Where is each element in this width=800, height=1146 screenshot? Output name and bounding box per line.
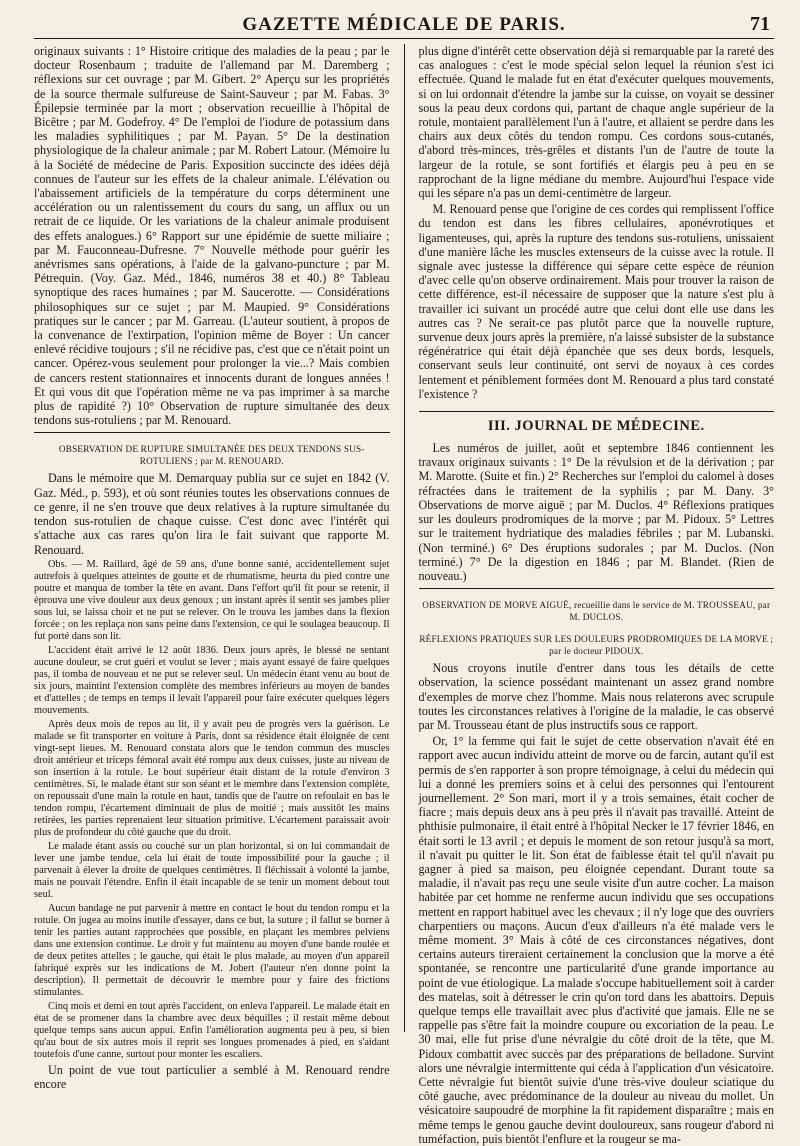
divider: [419, 588, 775, 589]
divider: [34, 432, 390, 433]
right-column: [418, 44, 775, 1146]
masthead-title: GAZETTE MÉDICALE DE PARIS.: [242, 14, 566, 35]
left-observation-text: Le malade étant assis ou couché sur un plan horizontal, si on lui commandait de lever une jambe tendue, cela lui était de toute impossibilité pour la gauche ; il parvenait à élever la droite de quelques centimètres. Il fléchissait à volonté la jambe, mais ne pouvait l'étendre. Enfin il était incapable de se tenir un moment debout tout seul.: [34, 840, 390, 900]
left-observation-text: Aucun bandage ne put parvenir à mettre en contact le bout du tendon rompu et la rotule. On jugea au moins inutile d'essayer, dans ce but, la suture ; il fallut se borner à tenir les parties autant rapprochées que possible, en plaçant les membres pelviens dans une extension continue. Le droit y fut maintenu au moyen d'une bande roulée et de deux petites attelles ; le gauche, qui était le plus malade, au moyen d'un appareil fabriqué exprès sur les indications de M. Jobert (l'auteur n'en donne point la description). Il permettait de découvrir le membre pour y faire des frictions stimulantes.: [34, 902, 390, 998]
left-closing-paragraph: Un point de vue tout particulier a semblé à M. Renouard rendre encore: [34, 1062, 390, 1091]
left-observation-text: L'accident était arrivé le 12 août 1836. Deux jours après, le blessé ne sentant aucune douleur, se crut guéri et voulut se lever ; mais ayant essayé de faire quelques pas, il tomba de nouveau et ne put se relever seul. Un médecin étant venu au bout de six jours, maintint l'extension complète des membres inférieurs au moyen de bandes et d'attelles ; de temps en temps il levait l'appareil pour faire exécuter quelques légers mouvements.: [34, 644, 390, 716]
pidoux-reflections-title: RÉFLEXIONS PRATIQUES SUR LES DOULEURS PRODROMIQUES DE LA MORVE ; par le docteur PIDOUX.: [419, 634, 774, 657]
left-observation-text: Obs. — M. Raillard, âgé de 59 ans, d'une bonne santé, accidentellement sujet autrefois à quelques atteintes de goutte et de rhumatisme, heurta du pied contre une poutre et manqua de tomber la tête en avant. Dans l'effort qu'il fit pour se retenir, il éprouva une vive douleur aux deux genoux ; un instant après il sentit ses jambes plier sous lui, se laissa choir et ne put se relever. On le trouva les jambes dans la flexion forcée ; on les replaça non sans peine dans l'extension, ce qui le soulagea beaucoup. Il fut porté dans son lit.: [34, 558, 390, 642]
column-rule: [404, 44, 405, 1032]
right-paragraph: Nous croyons inutile d'entrer dans tous les détails de cette observation, la science possédant maintenant un assez grand nombre d'exemples de morve chez l'homme. Mais nous relaterons avec scrupule toutes les circonstances relatives à l'origine de la maladie, le cas observé par M. Trousseau étant de plus instructifs sous ce rapport.: [418, 661, 774, 732]
left-intro-paragraph: Dans le mémoire que M. Demarquay publia sur ce sujet en 1842 (V. Gaz. Méd., p. 593), et où sont réunies toutes les observations connues de ce genre, il ne s'en trouve que deux relatives à la rupture simultanée du tendon sus-rotulien de chaque cuisse. C'est donc avec l'intérêt qui s'attache aux cas rares qu'on lira le fait suivant que rapporte M. Renouard.: [34, 471, 390, 557]
section-heading: III. JOURNAL DE MÉDECINE.: [419, 411, 775, 435]
two-column-body: [34, 44, 774, 1146]
left-observation-text: Cinq mois et demi en tout après l'accident, on enleva l'appareil. Le malade était en état de se promener dans la chambre avec deux béquilles ; il restait même debout quelque temps sans aucun appui. Enfin l'amélioration augmenta peu à peu, si bien qu'au bout de six autres mois il reprit ses longues promenades à pied, en s'aidant toutefois d'une canne, surtout pour monter les escaliers.: [34, 1000, 390, 1060]
right-paragraph: plus digne d'intérêt cette observation déjà si remarquable par la rareté des cas analogues : c'est le mode spécial selon lequel la réunion s'est ici effectuée. Quand le malade fut en état d'exécuter quelques mouvements, si on lui ordonnait d'étendre la jambe sur la cuisse, on voyait se dessiner sous la peau deux cordons qui, partant de chaque angle supérieur de la rotule, montaient parallèlement l'un à l'autre, et allaient se perdre dans les chairs aux deux côtés du tendon rompu. Ces cordons sous-cutanés, d'abord très-minces, très-grêles et distants l'un de l'autre de toute la largeur de la rotule, se sont fortifiés et élargis peu à peu en se rapprochant de la ligne médiane du membre. Aujourd'hui l'espace vide qui les sépare n'a pas un demi-centimètre de largeur.: [418, 44, 774, 201]
page-header: [34, 8, 774, 39]
right-paragraph: Or, 1° la femme qui fait le sujet de cette observation n'avait été en rapport avec aucun individu atteint de morve ou de farcin, autant qu'il est permis de s'en rapporter à son propre témoignage, à celui du médecin qui lui a donné les premiers soins et à celui des personnes qui l'entourent journellement. 2° Son mari, mort il y a trois semaines, était cocher de fiacre ; mais depuis deux ans à peu près il n'avait pas travaillé. Atteint de phthisie pulmonaire, il était entré à l'hôpital Necker le 17 février 1846, en était sorti le 13 avril ; et depuis le moment de son retour jusqu'à sa mort, il n'avait pu quitter le lit. Son état de faiblesse était tel qu'il n'avait pu gagner à pied sa maison, peu éloignée cependant. Durant toute sa maladie, il n'avait pas reçu une seule visite d'un autre cocher. La maison habitée par cet homme ne renferme aucun individu que ses occupations mettent en rapport habituel avec les chevaux ; il n'y loge que des ouvriers charpentiers ou maçons. Aucun d'eux d'ailleurs n'a été malade vers le même moment. 3° Mais à côté de ces circonstances négatives, dont certains auteurs tireraient certainement la conclusion que la morve a été spontanée, se rencontre une particularité d'une grande importance au point de vue étiologique. La malade s'occupe habituellement soit à carder des matelas, soit à détresser le crin qu'on tord dans les abattoirs. Depuis quelque temps elle travaillait avec plus d'activité que jamais. Elle ne se rappelle pas s'être fait la moindre coupure ou excoriation de la peau. Le 30 mai, elle fut prise d'une névralgie du côté droit de la tête, que M. Pidoux combattit avec succès par des préparations de belladone. Survint alors une névralgie intermittente qui céda à l'application d'un vésicatoire. Cette névralgie fut bientôt suivie d'une très-vive douleur sciatique du côté gauche, avec prédominance de la douleur au niveau du mollet. Un vésicatoire saupoudré de morphine la fit rapidement disparaître ; mais en même temps le genou gauche devint douloureux, sans rougeur d'abord ni tuméfaction, puis bientôt l'enflure et la rougeur se ma-: [418, 734, 774, 1146]
left-column: [34, 44, 390, 1091]
morve-observation-title: OBSERVATION DE MORVE AIGUË, recueillie dans le service de M. TROUSSEAU, par M. DUCLOS.: [422, 600, 771, 623]
right-paragraph: M. Renouard pense que l'origine de ces cordes qui remplissent l'office du tendon est dans les fibres cellulaires, aponévrotiques et ligamenteuses, qui, après la rupture des tendons sus-rotuliens, unissaient d'une manière lâche les muscles extenseurs de la cuisse avec la rotule. Il signale avec justesse la différence qui sépare cette espèce de réunion d'avec celle qu'on observe ordinairement. Mais pour trouver la raison de cette différence, est-il nécessaire de supposer que la nature s'est plu à travailler ici suivant un procédé autre que celui dont elle use dans les autres cas ? Ne serait-ce pas plutôt parce que la nouvelle rupture, survenue deux jours après la première, n'a laissé subsister de la substance régénératrice qui était déjà épanchée que ses deux bords, lesquels, conservant seuls leur continuité, ont servi de noyaux à ces cordes lentement et péniblement formées dont M. Renouard a plus tard constaté l'existence ?: [418, 202, 774, 401]
left-observation-title: OBSERVATION DE RUPTURE SIMULTANÉE DES DEUX TENDONS SUS-ROTULIENS ; par M. RENOUARD.: [58, 444, 365, 467]
page-number: 71: [750, 13, 770, 35]
left-observation-text: Après deux mois de repos au lit, il y avait peu de progrès vers la guérison. Le malade se fit transporter en voiture à Paris, dont sa résidence était éloignée de cent vingt-sept lieues. M. Renouard constata alors que le tendon commun des muscles droit antérieur et triceps fémoral avait été rompu aux deux cuisses, juste au niveau de son insertion à la rotule. Le bout supérieur était distant de la rotule d'environ 3 centimètres. Si, le malade étant sur son séant et le membre dans l'extension complète, on repoussait d'une main la rotule en haut, tandis que de l'autre on refoulait en bas le tendon rompu, l'écartement diminuait de plus de moitié ; mais aussitôt les mains retirées, les parties reprenaient leur situation primitive. L'écartement paraissait avoir plus de profondeur du côté gauche que du droit.: [34, 718, 390, 838]
journal-contents: Les numéros de juillet, août et septembre 1846 contiennent les travaux originaux suivants : 1° De la révulsion et de la dérivation ; par M. Marotte. (Suite et fin.) 2° Recherches sur l'emploi du calomel à doses réfractées dans le traitement de la syphilis ; par M. Dany. 3° Observations de morve aiguë ; par M. Duclos. 4° Réflexions pratiques sur les douleurs prodromiques de la morve ; par M. Pidoux. 5° Lettres sur le traitement hydriatique des maladies fébriles ; par M. Lubanski. (Non terminé.) 6° Des éruptions sudorales ; par M. Duclos. (Non terminé.) 7° De la digestion en 1846 ; par M. Blandet. (Rien de nouveau.): [418, 441, 774, 583]
left-article-list: originaux suivants : 1° Histoire critique des maladies de la peau ; par le docteur Rosenbaum ; traduite de l'allemand par M. Daremberg ; réflexions sur cet ouvrage ; par M. Gibert. 2° Aperçu sur les propriétés de la source thermale sulfureuse de Saint-Sauveur ; par M. Fabas. 3° Épilepsie terminée par la mort ; observation recueillie à l'hôpital de Bicêtre ; par M. Godefroy. 4° De l'emploi de l'iodure de potassium dans les maladies syphilitiques ; par M. Payan. 5° De la destination physiologique de la chaleur animale ; par M. Robert Latour. (Mémoire lu à la Société de médecine de Paris. Exposition succincte des idées déjà connues de l'auteur sur les effets de la chaleur animale. L'élévation ou l'abaissement artificiels de la température du corps déterminent une accélération ou un ralentissement du cours du sang, un afflux ou un retrait de ce liquide. Or les variations de la chaleur animale produisent des effets analogues.) 6° Rapport sur une épidémie de suette miliaire ; par M. Fauconneau-Dufresne. 7° Nouvelle méthode pour guérir les anévrismes sans opérations, à l'aide de la galvano-puncture ; par M. Pétrequin. (Voy. Gaz. Méd., 1846, numéros 38 et 40.) 8° Tableau synoptique des races humaines ; par M. Saucerotte. — Considérations philosophiques sur ce sujet ; par M. Maupied. 9° Considérations pratiques sur le cancer ; par M. Garreau. (L'auteur soutient, à propos de la convenance de l'extirpation, l'opinion même de Boyer : Un cancer enlevé récidive toujours ; s'il ne récidive pas, c'est que ce n'était point un cancer. Opérez-vous seulement pour prolonger la vie...? Mais combien de cancers restent stationnaires et innocents durant de longues années ! Et qui vous dit que l'opération même ne va pas imprimer à sa marche plus de rapidité ?) 10° Observation de rupture simultanée des deux tendons sus-rotuliens ; par M. Renouard.: [34, 44, 390, 428]
